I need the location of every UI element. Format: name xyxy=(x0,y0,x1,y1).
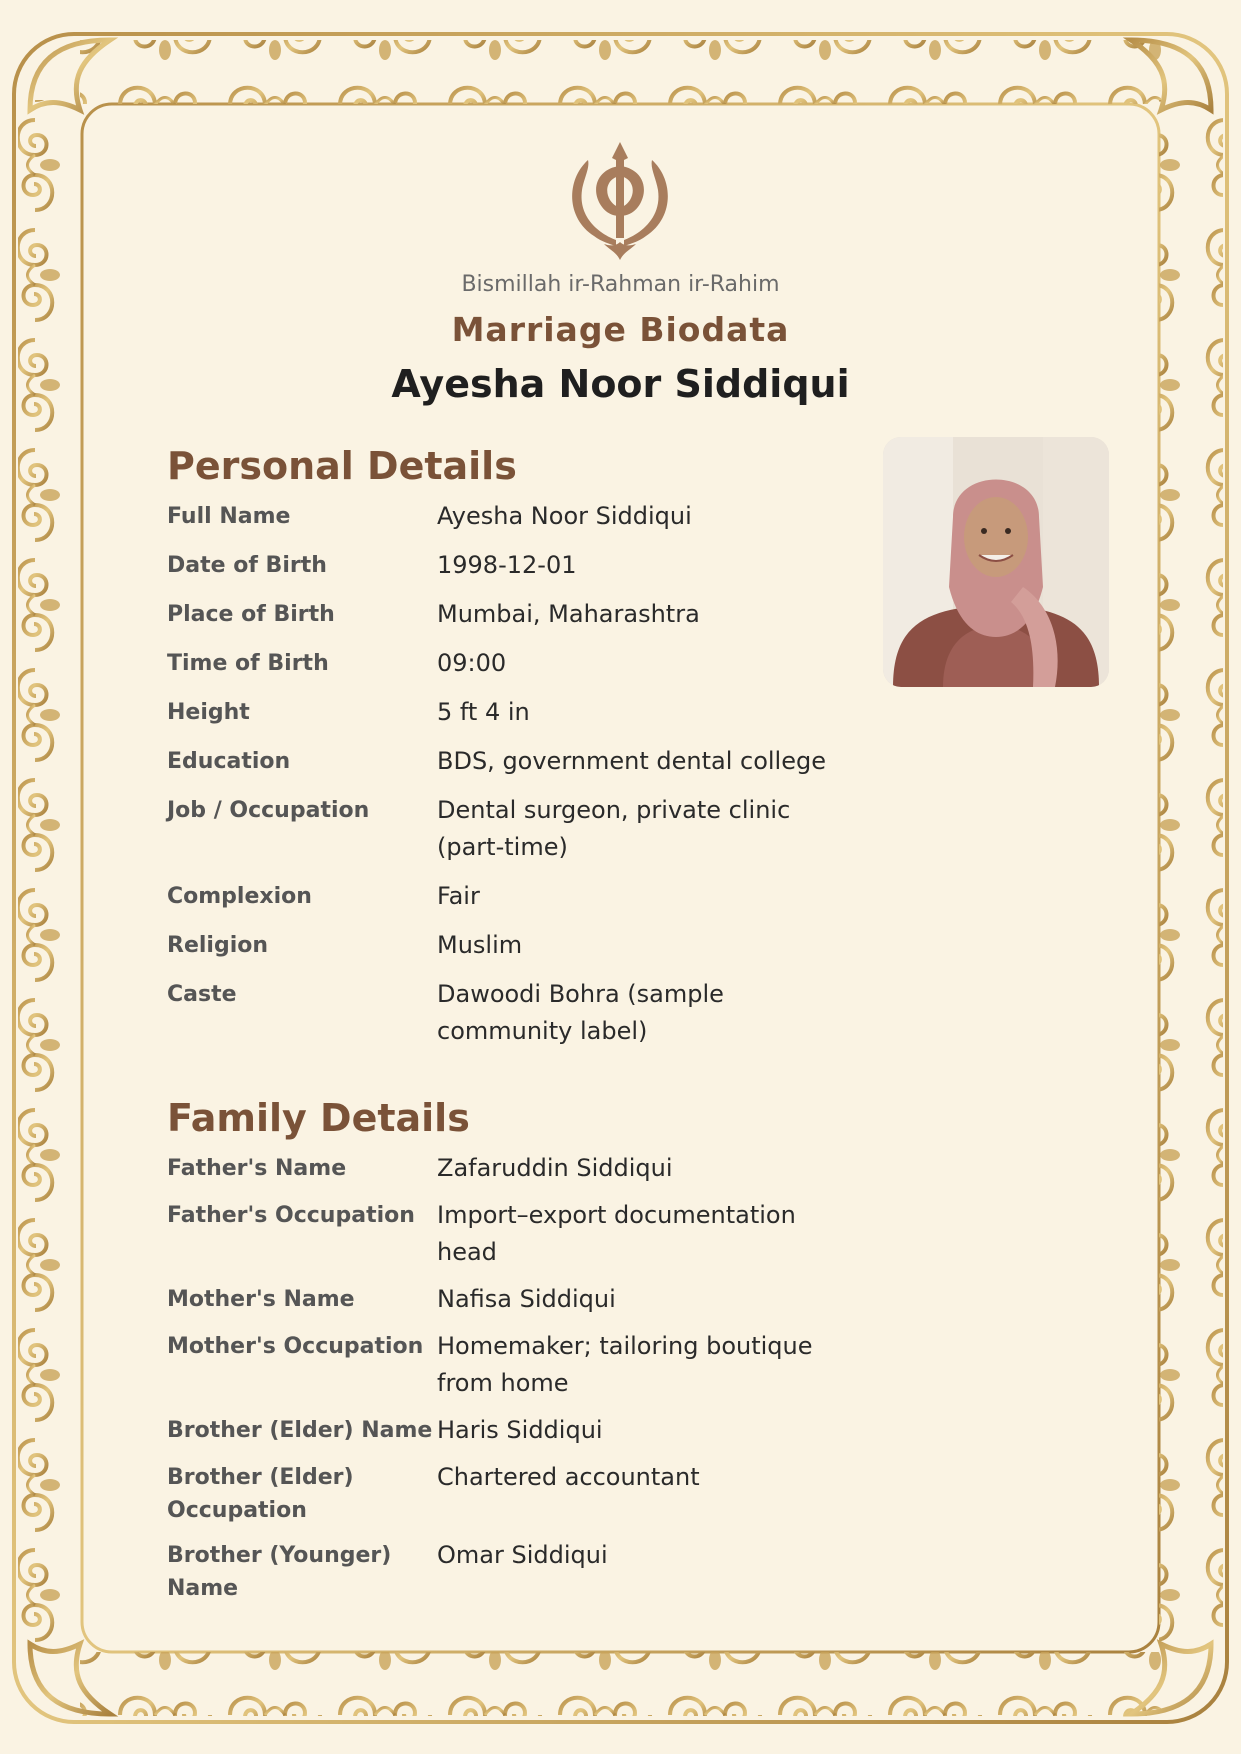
detail-row xyxy=(167,1537,827,1605)
detail-row xyxy=(167,645,827,682)
portrait-photo xyxy=(883,437,1109,687)
detail-row xyxy=(167,927,827,964)
detail-value: Zafaruddin Siddiqui xyxy=(437,1154,673,1182)
detail-value: Omar Siddiqui xyxy=(437,1541,608,1569)
detail-value: Haris Siddiqui xyxy=(437,1416,603,1444)
detail-value: Ayesha Noor Siddiqui xyxy=(437,502,692,530)
detail-row xyxy=(167,1459,827,1527)
detail-label: Place of Birth xyxy=(167,602,335,627)
detail-value: BDS, government dental college xyxy=(437,747,826,775)
detail-value: Dawoodi Bohra (sample community label) xyxy=(437,980,724,1045)
detail-value: Muslim xyxy=(437,931,523,959)
detail-row xyxy=(167,1328,827,1402)
khanda-emblem-icon xyxy=(560,138,680,264)
detail-label: Complexion xyxy=(167,884,312,909)
detail-value: 09:00 xyxy=(437,649,507,677)
candidate-name: Ayesha Noor Siddiqui xyxy=(391,362,850,406)
detail-row xyxy=(167,1412,827,1449)
detail-value: Mumbai, Maharashtra xyxy=(437,600,700,628)
detail-row xyxy=(167,498,827,535)
detail-row xyxy=(167,792,827,866)
detail-value: Dental surgeon, private clinic (part-time) xyxy=(437,796,791,861)
detail-row xyxy=(167,694,827,731)
detail-label: Brother (Elder) Occupation xyxy=(167,1465,354,1523)
detail-row xyxy=(167,547,827,584)
detail-label: Job / Occupation xyxy=(167,798,370,823)
detail-value: Nafisa Siddiqui xyxy=(437,1285,616,1313)
blessing-text: Bismillah ir-Rahman ir-Rahim xyxy=(461,272,780,297)
detail-row xyxy=(167,976,827,1050)
detail-row xyxy=(167,596,827,633)
detail-label: Religion xyxy=(167,933,269,958)
detail-label: Mother's Occupation xyxy=(167,1334,424,1359)
detail-value: Chartered accountant xyxy=(437,1463,700,1491)
detail-value: 5 ft 4 in xyxy=(437,698,530,726)
detail-label: Full Name xyxy=(167,504,291,529)
detail-label: Caste xyxy=(167,982,237,1007)
detail-label: Brother (Elder) Name xyxy=(167,1418,433,1443)
detail-label: Education xyxy=(167,749,291,774)
detail-label: Father's Name xyxy=(167,1156,347,1181)
detail-label: Brother (Younger) Name xyxy=(167,1543,392,1601)
detail-label: Mother's Name xyxy=(167,1287,355,1312)
family-details-section xyxy=(167,1096,827,1615)
detail-row xyxy=(167,1150,827,1187)
detail-value: 1998-12-01 xyxy=(437,551,577,579)
detail-row xyxy=(167,1281,827,1318)
family-details-heading: Family Details xyxy=(167,1096,470,1140)
detail-value: Homemaker; tailoring boutique from home xyxy=(437,1332,813,1397)
personal-details-heading: Personal Details xyxy=(167,444,517,488)
personal-details-section xyxy=(167,444,827,1062)
detail-value: Fair xyxy=(437,882,480,910)
detail-label: Father's Occupation xyxy=(167,1203,415,1228)
detail-label: Date of Birth xyxy=(167,553,327,578)
detail-value: Import–export documentation head xyxy=(437,1201,796,1266)
detail-row xyxy=(167,1197,827,1271)
detail-label: Height xyxy=(167,700,250,725)
detail-row xyxy=(167,743,827,780)
document-title: Marriage Biodata xyxy=(451,310,790,349)
detail-row xyxy=(167,878,827,915)
detail-label: Time of Birth xyxy=(167,651,329,676)
